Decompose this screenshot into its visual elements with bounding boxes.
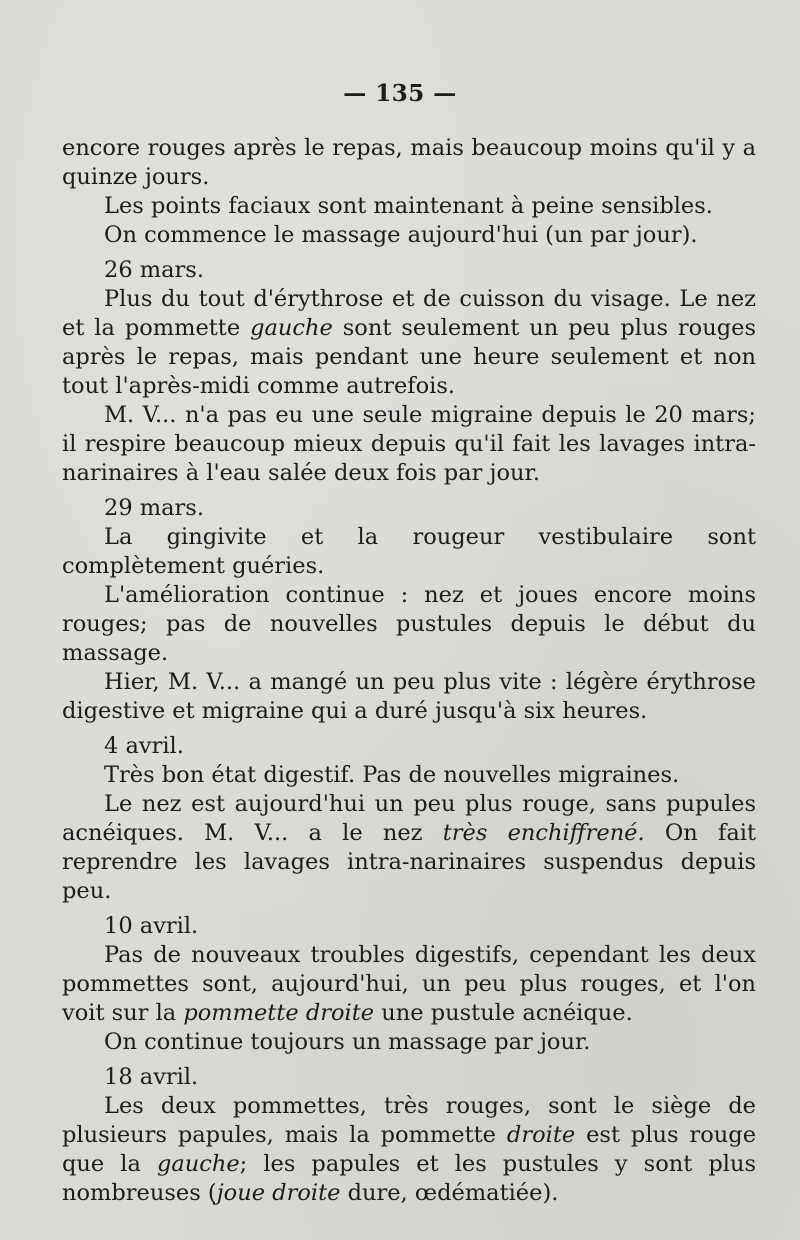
text-run: 29 mars. — [104, 495, 204, 521]
text-run: 26 mars. — [104, 257, 204, 283]
text-run: Hier, M. V... a mangé un peu plus vite : légère érythrose digestive et migraine qui a duré jusqu'à six heures. — [62, 669, 756, 724]
paragraph — [62, 790, 756, 906]
paragraph — [62, 1092, 756, 1208]
entry-date — [62, 256, 756, 285]
text-run: Très bon état digestif. Pas de nouvelles migraines. — [104, 762, 680, 788]
paragraph — [62, 134, 756, 192]
paragraph — [62, 581, 756, 668]
text-run: dure, œdématiée). — [340, 1180, 559, 1206]
text-run: encore rouges après le repas, mais beaucoup moins qu'il y a quinze jours. — [62, 135, 756, 190]
text-run: La gingivite et la rougeur vestibulaire sont complètement guéries. — [62, 524, 756, 579]
paragraph — [62, 401, 756, 488]
italic-text: très enchiffrené. — [442, 820, 645, 846]
paragraph — [62, 668, 756, 726]
italic-text: gauche — [156, 1151, 240, 1177]
entry-date — [62, 494, 756, 523]
text-run: 10 avril. — [104, 913, 199, 939]
italic-text: droite — [506, 1122, 576, 1148]
paragraph — [62, 523, 756, 581]
entry-date — [62, 1063, 756, 1092]
text-run: On fait reprendre les lavages intra-narinaires suspendus depuis peu. — [62, 820, 756, 904]
paragraph — [62, 1028, 756, 1057]
italic-text: gauche — [250, 315, 333, 341]
body-text — [62, 134, 756, 1208]
italic-text: pommette droite — [183, 1000, 375, 1026]
text-run: est plus rouge que la — [62, 1122, 757, 1177]
text-run: Le nez est aujourd'hui un peu plus rouge, sans pupules acnéiques. M. V... a le nez — [62, 791, 756, 846]
paragraph — [62, 285, 756, 401]
text-run: sont seulement un peu plus rouges après le repas, mais pendant une heure seulement et non tout l'après-midi comme autrefois. — [62, 315, 756, 399]
paragraph — [62, 941, 756, 1028]
italic-text: joue droite — [216, 1180, 341, 1206]
paragraph — [62, 761, 756, 790]
text-run: Pas de nouveaux troubles digestifs, cependant les deux pommettes sont, aujourd'hui, un peu plus rouges, et l'on voit sur la — [62, 942, 756, 1026]
text-run: On continue toujours un massage par jour. — [104, 1029, 591, 1055]
entry-date — [62, 912, 756, 941]
entry-date — [62, 732, 756, 761]
text-run: 4 avril. — [104, 733, 184, 759]
paragraph — [62, 192, 756, 221]
text-run: On commence le massage aujourd'hui (un par jour). — [104, 222, 698, 248]
text-run: Les points faciaux sont maintenant à peine sensibles. — [104, 193, 713, 219]
text-run: L'amélioration continue : nez et joues encore moins rouges; pas de nouvelles pustules depuis le début du massage. — [62, 582, 756, 666]
text-run: 18 avril. — [104, 1064, 199, 1090]
text-run: Les deux pommettes, très rouges, sont le siège de plusieurs papules, mais la pommette — [62, 1093, 756, 1148]
paragraph — [62, 221, 756, 250]
text-run: Plus du tout d'érythrose et de cuisson du visage. Le nez et la pommette — [62, 286, 756, 341]
text-run: M. V... n'a pas eu une seule migraine depuis le 20 mars; il respire beaucoup mieux depuis qu'il fait les lavages intra-narinaires à l'eau salée deux fois par jour. — [62, 402, 756, 486]
text-run: ; les papules et les pustules y sont plus nombreuses ( — [62, 1151, 757, 1206]
text-run: une pustule acnéique. — [374, 1000, 633, 1026]
page-number: — 135 — — [343, 80, 457, 107]
